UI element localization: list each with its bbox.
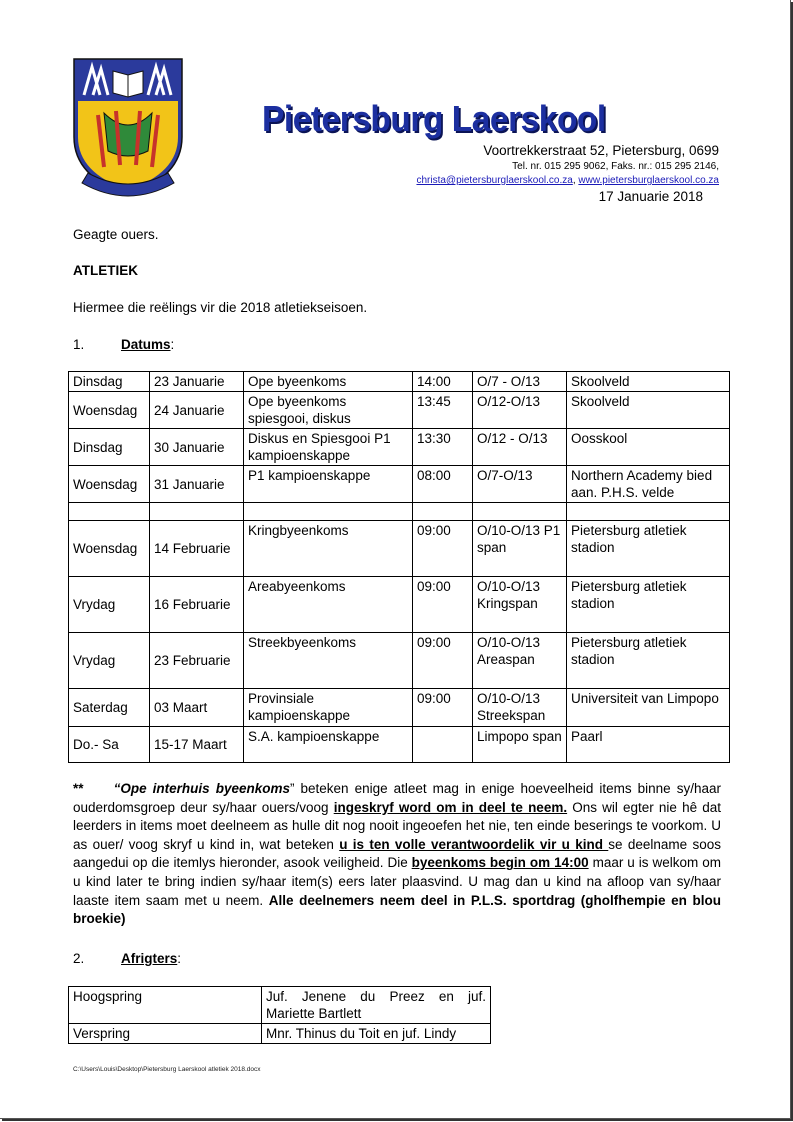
schedule-cell: Dinsdag	[69, 429, 150, 466]
schedule-cell: O/10-O/13 Areaspan	[473, 633, 567, 689]
schedule-cell	[413, 727, 473, 763]
schedule-cell: O/12 - O/13	[473, 429, 567, 466]
schedule-row	[69, 727, 730, 763]
school-address: Voortrekkerstraat 52, Pietersburg, 0699	[483, 143, 719, 158]
schedule-cell: 09:00	[413, 521, 473, 577]
section-title: Afrigters	[121, 951, 178, 966]
coach-event: Hoogspring	[69, 987, 262, 1024]
subject-heading: ATLETIEK	[73, 263, 138, 278]
schedule-cell: Kringbyeenkoms	[244, 521, 413, 577]
coach-names: Mnr. Thinus du Toit en juf. Lindy	[262, 1024, 491, 1044]
note-underline-1: ingeskryf word om in deel te neem.	[333, 799, 568, 815]
school-crest-logo	[70, 55, 186, 211]
schedule-cell: Universiteit van Limpopo	[567, 689, 730, 727]
schedule-row	[69, 689, 730, 727]
school-phone-fax: Tel. nr. 015 295 9062, Faks. nr.: 015 295 2146,	[512, 161, 719, 172]
schedule-cell: Pietersburg atletiek stadion	[567, 633, 730, 689]
note-bold-end: Alle deelnemers neem deel in P.L.S. sportdrag (gholfhempie en blou broekie)	[73, 892, 722, 927]
schedule-cell: 16 Februarie	[150, 577, 244, 633]
schedule-cell: Woensdag	[69, 392, 150, 429]
schedule-cell	[150, 503, 244, 521]
schedule-cell: Paarl	[567, 727, 730, 763]
schedule-cell: Northern Academy bied aan. P.H.S. velde	[567, 466, 730, 503]
links-separator: ,	[572, 175, 579, 186]
schedule-cell: Pietersburg atletiek stadion	[567, 521, 730, 577]
schedule-cell: O/7-O/13	[473, 466, 567, 503]
schedule-cell: S.A. kampioenskappe	[244, 727, 413, 763]
schedule-cell: 24 Januarie	[150, 392, 244, 429]
note-underline-3: byeenkoms begin om 14:00	[411, 855, 589, 871]
note-emphasis: “Ope interhuis byeenkoms	[113, 781, 290, 796]
open-meeting-note	[73, 780, 721, 929]
schedule-cell: Vrydag	[69, 577, 150, 633]
schedule-row	[69, 372, 730, 392]
schedule-row	[69, 577, 730, 633]
schedule-cell	[413, 503, 473, 521]
schedule-cell: P1 kampioenskappe	[244, 466, 413, 503]
schedule-cell: Woensdag	[69, 521, 150, 577]
note-text-2: Ons wil egter nie hê dat leerders in items moet deelneem as hulle dit nog nooit ingeoefen het nie, ten einde beserings te voorkom. U as ouer/ voog skryf u kind in, wat beteken	[73, 799, 721, 852]
schedule-cell	[69, 503, 150, 521]
schedule-cell: 09:00	[413, 633, 473, 689]
schedule-cell: 15-17 Maart	[150, 727, 244, 763]
section-datums-heading	[73, 337, 174, 352]
schedule-cell: 09:00	[413, 577, 473, 633]
note-underline-2: u is ten volle verantwoordelik vir u kind	[339, 836, 609, 852]
contact-links	[416, 175, 719, 186]
schedule-row	[69, 633, 730, 689]
section-number: 1.	[73, 337, 85, 352]
section-number: 2.	[73, 951, 85, 966]
schedule-cell: Do.- Sa	[69, 727, 150, 763]
schedule-cell: 23 Januarie	[150, 372, 244, 392]
coach-names: Juf. Jenene du Preez en juf. Mariette Bartlett	[262, 987, 491, 1024]
schedule-cell: Woensdag	[69, 466, 150, 503]
schedule-cell: O/12-O/13	[473, 392, 567, 429]
note-text-1: ” beteken enige atleet mag in enige hoeveelheid items binne sy/haar ouderdomsgroep deur sy/haar ouers/voog	[73, 781, 721, 815]
letter-date: 17 Januarie 2018	[598, 189, 703, 204]
schedule-cell: 14:00	[413, 372, 473, 392]
schedule-cell: Provinsiale kampioenskappe	[244, 689, 413, 727]
schedule-cell: 23 Februarie	[150, 633, 244, 689]
schedule-cell: Diskus en Spiesgooi P1 kampioenskappe	[244, 429, 413, 466]
coaches-table	[68, 986, 491, 1044]
section-title: Datums	[121, 337, 171, 352]
greeting: Geagte ouers.	[73, 227, 159, 242]
schedule-cell: 14 Februarie	[150, 521, 244, 577]
schedule-cell: O/7 - O/13	[473, 372, 567, 392]
document-file-path: C:\Users\Louis\Desktop\Pietersburg Laerskool atletiek 2018.docx	[73, 1066, 261, 1073]
coach-row	[69, 987, 491, 1024]
schedule-cell: 08:00	[413, 466, 473, 503]
section-colon: :	[170, 337, 175, 352]
note-text-3: se deelname soos aangedui op die itemlys hieronder, asook veiligheid. Die	[73, 836, 721, 871]
schedule-cell: 30 Januarie	[150, 429, 244, 466]
schedule-cell: 03 Maart	[150, 689, 244, 727]
schedule-cell: Dinsdag	[69, 372, 150, 392]
schedule-cell: Areabyeenkoms	[244, 577, 413, 633]
website-link[interactable]: www.pietersburglaerskool.co.za	[578, 175, 719, 186]
schedule-cell: Vrydag	[69, 633, 150, 689]
note-stars: **	[73, 781, 84, 796]
school-name-title: Pietersburg Laerskool	[262, 98, 606, 139]
schedule-table	[68, 371, 730, 763]
schedule-cell: Saterdag	[69, 689, 150, 727]
schedule-row	[69, 503, 730, 521]
schedule-cell: 13:45	[413, 392, 473, 429]
schedule-cell	[244, 503, 413, 521]
schedule-row	[69, 466, 730, 503]
schedule-cell: Pietersburg atletiek stadion	[567, 577, 730, 633]
schedule-cell: Oosskool	[567, 429, 730, 466]
schedule-cell: O/10-O/13 Streekspan	[473, 689, 567, 727]
schedule-cell: O/10-O/13 Kringspan	[473, 577, 567, 633]
schedule-cell: O/10-O/13 P1 span	[473, 521, 567, 577]
intro-text: Hiermee die reëlings vir die 2018 atletiekseisoen.	[73, 300, 368, 315]
section-colon: :	[177, 951, 182, 966]
section-afrigters-heading	[73, 951, 181, 966]
schedule-row	[69, 521, 730, 577]
schedule-cell	[473, 503, 567, 521]
schedule-cell: 31 Januarie	[150, 466, 244, 503]
note-text-4: maar u is welkom om u kind later te bring indien sy/haar item(s) eers later plaasvind. U mag dan u kind na afloop van sy/haar laaste item saam met u neem.	[73, 855, 721, 908]
schedule-cell: 13:30	[413, 429, 473, 466]
schedule-cell: Streekbyeenkoms	[244, 633, 413, 689]
email-link[interactable]: christa@pietersburglaerskool.co.za	[416, 175, 573, 186]
schedule-row	[69, 429, 730, 466]
coach-row	[69, 1024, 491, 1044]
schedule-cell	[567, 503, 730, 521]
schedule-cell: Limpopo span	[473, 727, 567, 763]
schedule-cell: Ope byeenkoms	[244, 372, 413, 392]
coach-event: Verspring	[69, 1024, 262, 1044]
schedule-cell: Skoolveld	[567, 392, 730, 429]
schedule-row	[69, 392, 730, 429]
schedule-cell: Ope byeenkoms spiesgooi, diskus	[244, 392, 413, 429]
schedule-cell: Skoolveld	[567, 372, 730, 392]
schedule-cell: 09:00	[413, 689, 473, 727]
